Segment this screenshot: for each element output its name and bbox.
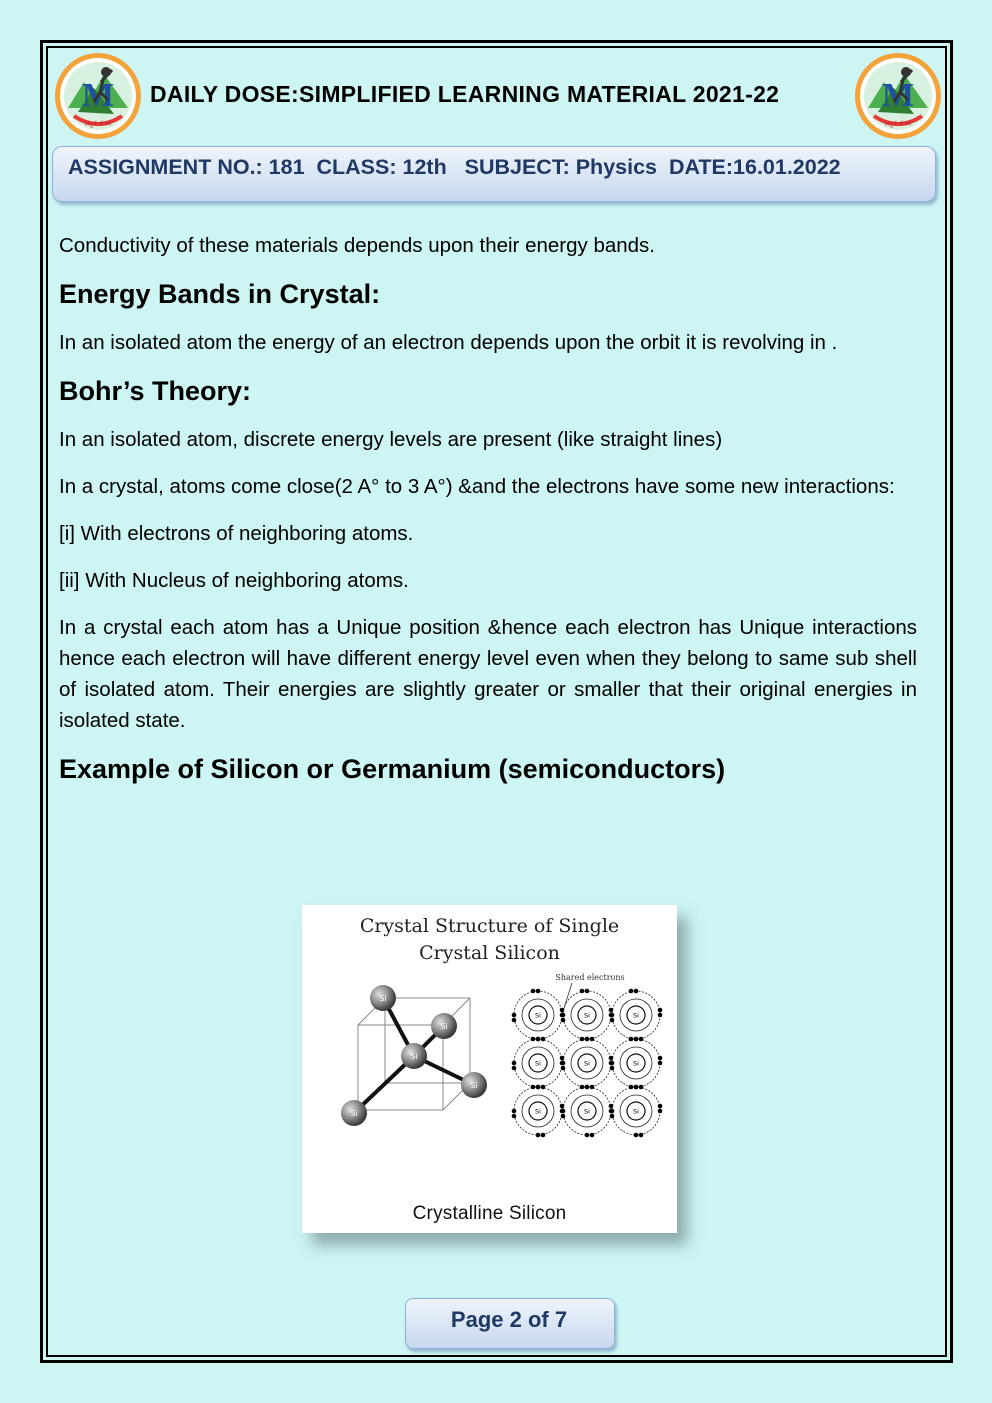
logo-text-right: संपूर्ण पोषण: [884, 122, 912, 128]
shared-electrons-label: Shared electrons: [555, 973, 625, 982]
valence-electron: [536, 1037, 541, 1042]
page-indicator: Page 2 of 7: [450, 1307, 568, 1332]
valence-electron: [629, 1037, 634, 1042]
atom-label: Si: [379, 994, 387, 1003]
lattice-atom-label: Si: [535, 1107, 541, 1116]
valence-electron: [610, 1013, 615, 1018]
valence-electron: [634, 989, 639, 994]
valence-electron: [580, 1037, 585, 1042]
atom-label: Si: [440, 1022, 448, 1031]
assignment-info: ASSIGNMENT NO.: 181 CLASS: 12th SUBJECT: Physics DATE:16.01.2022: [68, 155, 841, 179]
valence-electron: [610, 1109, 615, 1114]
heading-energy-bands: Energy Bands in Crystal:: [59, 279, 381, 309]
lattice-atom-label: Si: [535, 1059, 541, 1068]
valence-electron: [585, 989, 590, 994]
valence-electron: [634, 1133, 639, 1138]
valence-electron: [561, 1061, 566, 1066]
valence-electron: [541, 1133, 546, 1138]
paragraph-crystal-interactions: In a crystal, atoms come close(2 A° to 3 A°) &and the electrons have some new interactions:: [59, 475, 895, 498]
valence-electron: [610, 1066, 615, 1071]
valence-electron: [536, 1133, 541, 1138]
valence-electron: [658, 1013, 663, 1018]
paragraph-isolated-atom: In an isolated atom the energy of an electron depends upon the orbit it is revolving in .: [59, 331, 838, 354]
figure-title-line2: Crystal Silicon: [419, 942, 560, 964]
school-logo-right: [854, 52, 942, 140]
valence-electron: [561, 1109, 566, 1114]
valence-electron: [536, 1085, 541, 1090]
main-content: [59, 230, 917, 802]
valence-electron: [658, 1008, 663, 1013]
header-title: DAILY DOSE:SIMPLIFIED LEARNING MATERIAL 2021-22: [150, 81, 780, 107]
valence-electron: [531, 1037, 536, 1042]
valence-electron: [658, 1109, 663, 1114]
valence-electron: [580, 989, 585, 994]
atom-label: Si: [410, 1052, 418, 1061]
atom-label: Si: [350, 1109, 358, 1118]
valence-electron: [634, 1037, 639, 1042]
valence-electron: [512, 1109, 517, 1114]
valence-electron: [658, 1061, 663, 1066]
heading-bohr-theory: Bohr’s Theory:: [59, 376, 252, 406]
valence-electron: [531, 989, 536, 994]
valence-electron: [610, 1061, 615, 1066]
heading-silicon-example: Example of Silicon or Germanium (semiconductors): [59, 754, 726, 784]
paragraph-unique-position: In a crystal each atom has a Unique position &hence each electron has Unique interactions hence each electron will have different energy level even when they belong to same sub shell of isolated atom. Their energies are slightly greater or smaller that their original energies in isolated state.: [59, 616, 917, 732]
lattice-atom-label: Si: [584, 1107, 590, 1116]
valence-electron: [561, 1018, 566, 1023]
lattice-atom-label: Si: [633, 1059, 639, 1068]
svg-text:M: M: [81, 77, 115, 114]
valence-electron: [634, 1085, 639, 1090]
valence-electron: [585, 1085, 590, 1090]
valence-electron: [580, 1085, 585, 1090]
lattice-atom-label: Si: [633, 1107, 639, 1116]
valence-electron: [590, 1133, 595, 1138]
crystal-structure-figure: [302, 905, 677, 1233]
valence-electron: [629, 1085, 634, 1090]
lattice-atom-label: Si: [633, 1011, 639, 1020]
valence-electron: [512, 1114, 517, 1119]
valence-electron: [658, 1104, 663, 1109]
list-item-electrons: [i] With electrons of neighboring atoms.: [59, 522, 414, 545]
valence-electron: [658, 1056, 663, 1061]
valence-electron: [561, 1114, 566, 1119]
logo-text-left: संपूर्ण पोषण: [84, 122, 112, 128]
figure-title-line1: Crystal Structure of Single: [359, 915, 620, 937]
valence-electron: [512, 1018, 517, 1023]
valence-electron: [512, 1013, 517, 1018]
crystal-diagram: [302, 905, 677, 1233]
valence-electron: [610, 1018, 615, 1023]
figure-caption: Crystalline Silicon: [412, 1203, 567, 1224]
valence-electron: [512, 1066, 517, 1071]
list-item-nucleus: [ii] With Nucleus of neighboring atoms.: [59, 569, 409, 592]
atom-label: Si: [470, 1081, 478, 1090]
bonding-lattice: [512, 989, 663, 1138]
lattice-atom-label: Si: [584, 1011, 590, 1020]
valence-electron: [561, 1013, 566, 1018]
valence-electron: [531, 1085, 536, 1090]
valence-electron: [610, 1114, 615, 1119]
valence-electron: [561, 1066, 566, 1071]
lattice-atom-label: Si: [584, 1059, 590, 1068]
valence-electron: [639, 1133, 644, 1138]
paragraph-conductivity: Conductivity of these materials depends upon their energy bands.: [59, 234, 656, 257]
valence-electron: [512, 1061, 517, 1066]
valence-electron: [585, 1037, 590, 1042]
svg-text:M: M: [881, 77, 915, 114]
lattice-atom-label: Si: [535, 1011, 541, 1020]
valence-electron: [629, 989, 634, 994]
school-logo-left: [54, 52, 142, 140]
valence-electron: [536, 989, 541, 994]
paragraph-discrete-levels: In an isolated atom, discrete energy levels are present (like straight lines): [59, 428, 723, 451]
valence-electron: [585, 1133, 590, 1138]
